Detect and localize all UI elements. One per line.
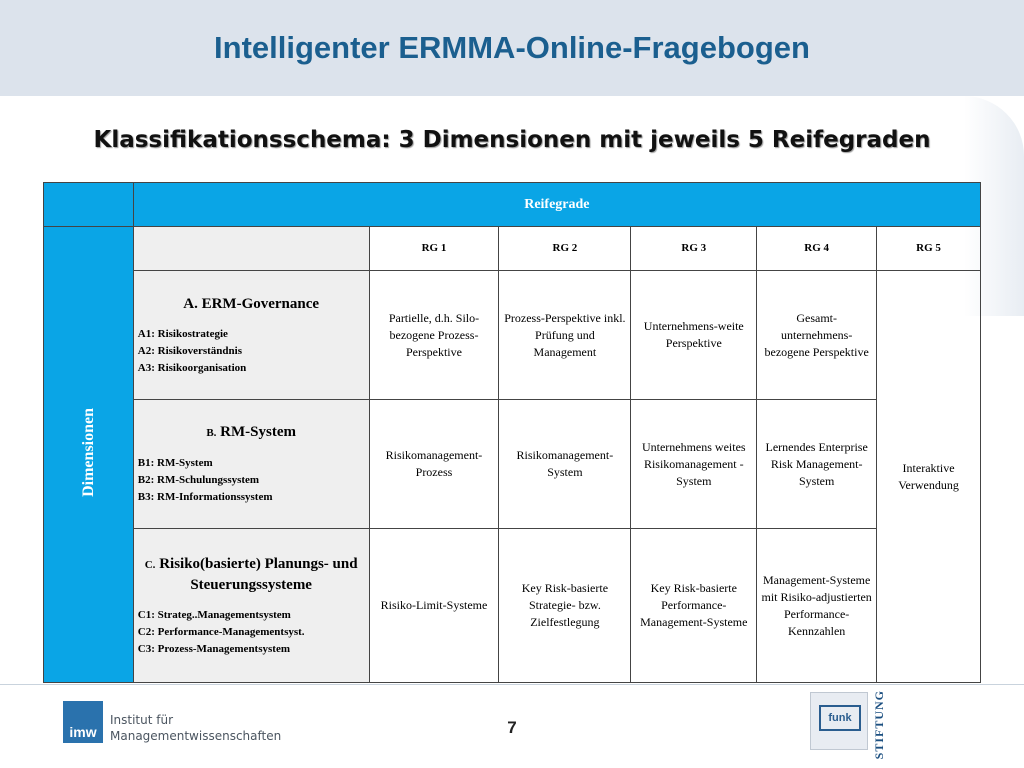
- dimension-item: B2: RM-Schulungssystem: [137, 474, 260, 486]
- dimension-a-title: [138, 294, 365, 314]
- dimension-item: A3: Risikoorganisation: [137, 361, 247, 374]
- dimension-a-name: ERM-Governance: [197, 295, 320, 312]
- dimension-b-title: [138, 422, 365, 443]
- dimension-b-cell: [133, 400, 369, 529]
- cell-a-rg3: Unternehmens-weite Perspektive: [631, 271, 757, 400]
- dimension-a-cell: [133, 271, 369, 400]
- rg-header-4: RG 4: [757, 227, 877, 271]
- dimension-b-name: RM-System: [216, 424, 296, 440]
- cell-b-rg4: Lernendes Enterprise Risk Management-System: [757, 400, 877, 529]
- cell-c-rg2: Key Risk-basierte Strategie- bzw. Zielfestlegung: [499, 529, 631, 683]
- cell-c-rg3: Key Risk-basierte Performance-Management-Systeme: [631, 529, 757, 683]
- empty-header-cell: [133, 227, 369, 271]
- dimension-a-letter: A.: [183, 295, 198, 312]
- rg-header-2: RG 2: [499, 227, 631, 271]
- dimension-c-name: Risiko(basierte) Planungs- und Steuerungssysteme: [155, 555, 358, 593]
- dimension-c-items: [138, 607, 365, 658]
- dimension-item: A2: Risikoverständnis: [137, 344, 242, 357]
- dimension-item: A1: Risikostrategie: [137, 327, 228, 340]
- dimension-item: B1: RM-System: [137, 457, 213, 469]
- dimension-item: C1: Strateg..Managementsystem: [137, 608, 291, 621]
- cell-b-rg3: Unternehmens weites Risikomanagement -System: [631, 400, 757, 529]
- funk-logo: [810, 692, 868, 750]
- page-subtitle: Klassifikationsschema: 3 Dimensionen mit jeweils 5 Reifegraden: [93, 127, 931, 153]
- dimension-c-title: [138, 554, 365, 595]
- stiftung-label: STIFTUNG: [872, 690, 886, 760]
- dimension-b-letter: B.: [206, 427, 217, 439]
- dimension-c-cell: [133, 529, 369, 683]
- dimension-item: B3: RM-Informationssystem: [137, 491, 273, 503]
- dimension-item: C3: Prozess-Managementsystem: [137, 642, 290, 655]
- classification-table: [43, 182, 981, 683]
- cell-a-rg1: Partielle, d.h. Silo-bezogene Prozess-Perspektive: [369, 271, 499, 400]
- dimensionen-header: [44, 227, 134, 683]
- corner-cell: [44, 183, 134, 227]
- institute-line-1: Institut für: [110, 713, 174, 727]
- funk-logo-mark: funk: [819, 705, 861, 731]
- reifegrade-label: Reifegrade: [524, 197, 590, 212]
- cell-b-rg1: Risikomanagement-Prozess: [369, 400, 499, 529]
- cell-c-rg1: Risiko-Limit-Systeme: [369, 529, 499, 683]
- page-title: Intelligenter ERMMA-Online-Fragebogen: [214, 30, 810, 65]
- rg-header-3: RG 3: [631, 227, 757, 271]
- reifegrade-header: [133, 183, 980, 227]
- page-number: 7: [507, 718, 517, 737]
- rg-header-5: RG 5: [877, 227, 981, 271]
- dimensionen-label: Dimensionen: [79, 407, 97, 497]
- dimension-c-letter: C.: [144, 558, 156, 571]
- dimension-b-items: [138, 455, 365, 506]
- imw-logo-text: imw: [69, 724, 97, 740]
- institute-line-2: Managementwissenschaften: [110, 729, 282, 743]
- rg-header-1: RG 1: [369, 227, 499, 271]
- cell-a-rg2: Prozess-Perspektive inkl. Prüfung und Management: [499, 271, 631, 400]
- cell-c-rg4: Management-Systeme mit Risiko-adjustierten Performance-Kennzahlen: [757, 529, 877, 683]
- dimension-a-items: [138, 326, 365, 377]
- cell-rg5-merged: Interaktive Verwendung: [877, 271, 981, 683]
- cell-b-rg2: Risikomanagement-System: [499, 400, 631, 529]
- cell-a-rg4: Gesamt-unternehmens-bezogene Perspektive: [757, 271, 877, 400]
- dimension-item: C2: Performance-Managementsyst.: [137, 625, 305, 638]
